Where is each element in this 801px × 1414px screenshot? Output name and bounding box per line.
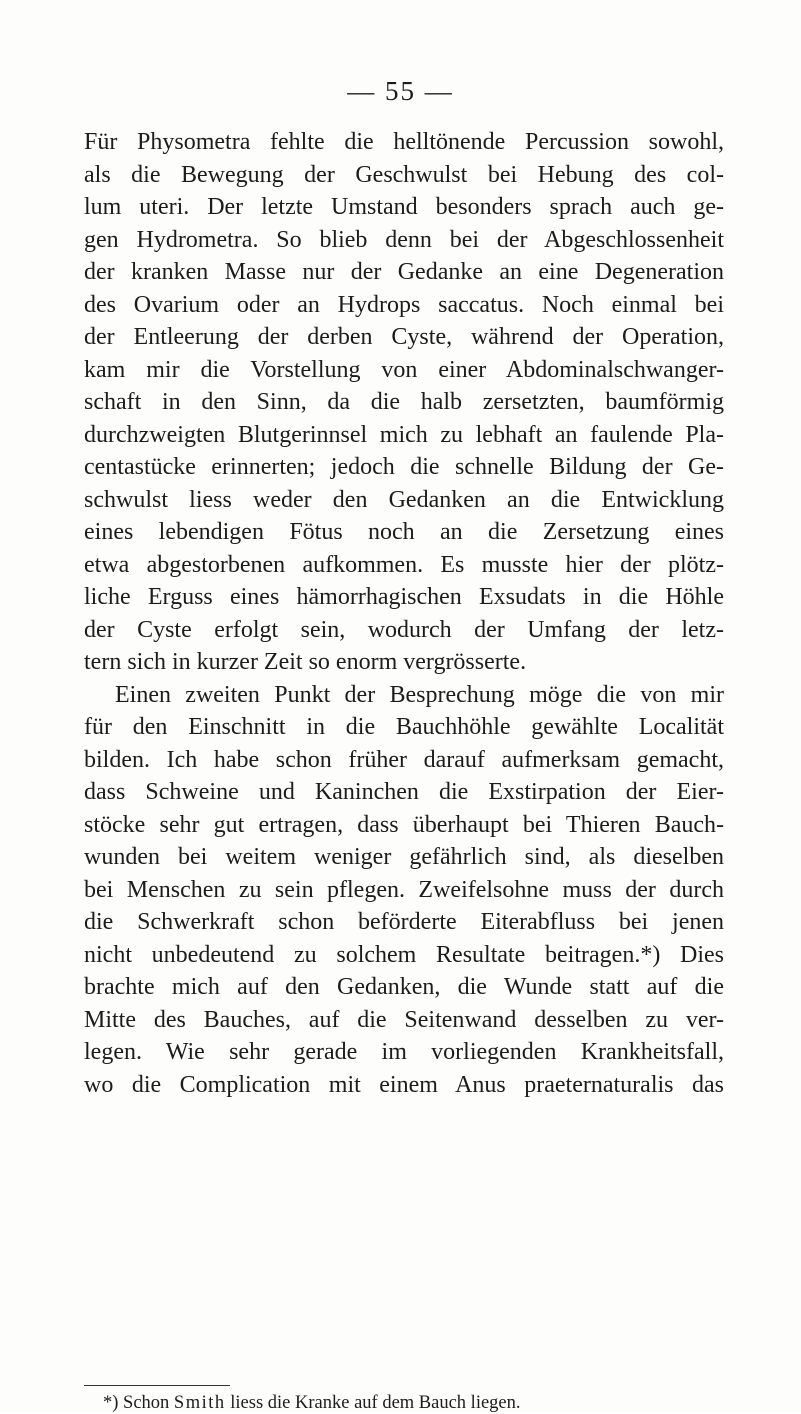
text-line: dass Schweine und Kaninchen die Exstirpation der Eier- [84,779,724,805]
text-line: des Ovarium oder an Hydrops saccatus. Noch einmal bei [84,291,724,318]
text-line: eines lebendigen Fötus noch an die Zersetzung eines [84,519,724,545]
text-line: schaft in den Sinn, da die halb zersetzten, baumförmig [84,389,724,415]
text-line: bilden. Ich habe schon früher darauf aufmerksam gemacht, [84,746,724,773]
text-line: etwa abgestorbenen aufkommen. Es musste hier der plötz- [84,551,724,578]
text-line: lum uteri. Der letzte Umstand besonders sprach auch ge- [84,194,724,220]
text-line: die Schwerkraft schon beförderte Eiterabfluss bei jenen [84,909,724,935]
text-line: bei Menschen zu sein pflegen. Zweifelsohne muss der durch [84,876,724,903]
page-number: — 55 — [347,76,454,106]
text-line: schwulst liess weder den Gedanken an die Entwicklung [84,486,724,513]
footnote-marker: *) Schon [103,1393,174,1413]
text-line: der kranken Masse nur der Gedanke an eine Degeneration [84,259,724,285]
text-line: durchzweigten Blutgerinnsel mich zu lebhaft an faulende Pla- [84,421,724,448]
text-line: Für Physometra fehlte die helltönende Percussion sowohl, [84,129,724,155]
text-line: centastücke erinnerten; jedoch die schnelle Bildung der Ge- [84,454,724,480]
paragraph-first-line: Einen zweiten Punkt der Besprechung möge die von mir [115,681,724,708]
text-line: der Cyste erfolgt sein, wodurch der Umfang der letz- [84,616,724,643]
footnote-author: Smith [173,1393,226,1413]
text-line: für den Einschnitt in die Bauchhöhle gewählte Localität [84,714,724,740]
text-line: kam mir die Vorstellung von einer Abdominalschwanger- [84,356,724,383]
text-line: gen Hydrometra. So blieb denn bei der Abgeschlossenheit [84,226,724,253]
text-line: nicht unbedeutend zu solchem Resultate beitragen.*) Dies [84,941,724,968]
text-line: brachte mich auf den Gedanken, die Wunde statt auf die [84,974,724,1000]
text-line: der Entleerung der derben Cyste, während der Operation, [84,324,724,350]
text-line: stöcke sehr gut ertragen, dass überhaupt bei Thieren Bauch- [84,811,724,838]
text-line: wo die Complication mit einem Anus praeternaturalis das [84,1071,724,1098]
text-line: als die Bewegung der Geschwulst bei Hebung des col- [84,161,724,188]
footnote [103,1392,521,1414]
footnote-text: liess die Kranke auf dem Bauch liegen. [225,1393,521,1413]
text-line: legen. Wie sehr gerade im vorliegenden Krankheitsfall, [84,1039,724,1065]
text-line: tern sich in kurzer Zeit so enorm vergrösserte. [84,649,527,675]
text-line: liche Erguss eines hämorrhagischen Exsudats in die Höhle [84,584,724,610]
footnote-divider [84,1385,230,1386]
body-text [84,126,724,1101]
text-line: Mitte des Bauches, auf die Seitenwand desselben zu ver- [84,1006,724,1033]
text-line: wunden bei weitem weniger gefährlich sind, als dieselben [84,844,724,870]
